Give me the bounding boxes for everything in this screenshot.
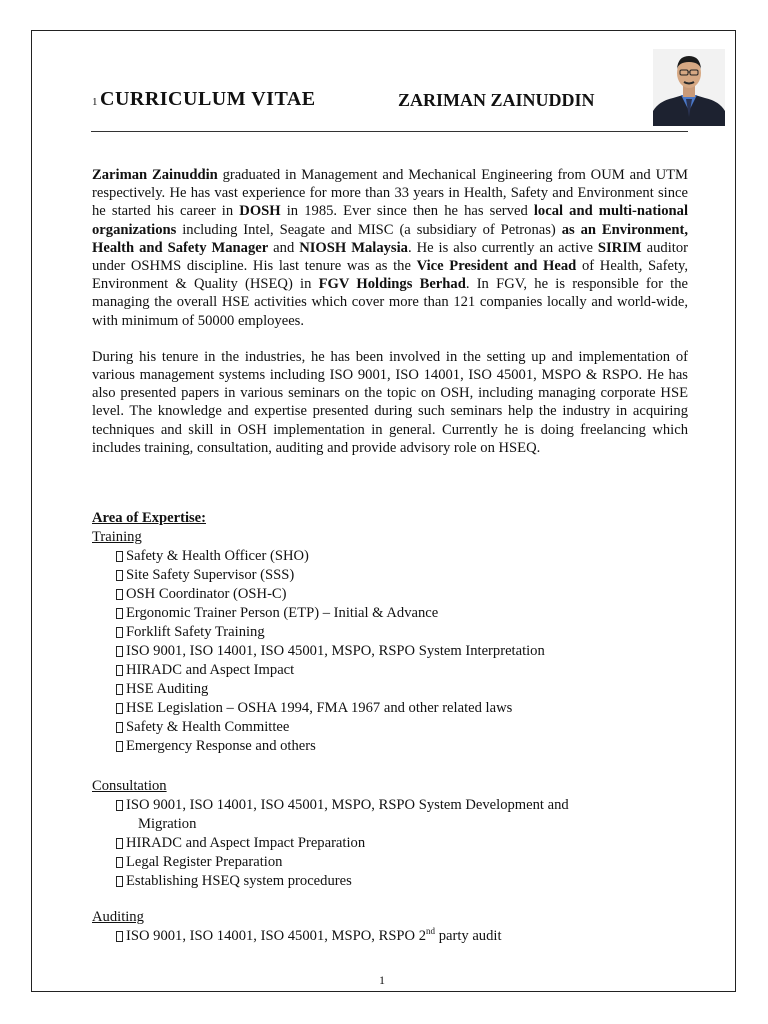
list-item	[116, 680, 545, 699]
checkbox-bullet-icon	[116, 703, 123, 714]
document-title: CURRICULUM VITAE	[100, 88, 316, 110]
checkbox-bullet-icon	[116, 589, 123, 600]
summary-paragraph-2: During his tenure in the industries, he has been involved in the setting up and implementation of various management systems including ISO 9001, ISO 14001, ISO 45001, MSPO & RSPO. He has also presented papers in various seminars on the topic on OSH, including managing corporate HSE level. The knowledge and expertise presented during such seminars help the industry in acquiring techniques and skill in OSH implementation in general. Currently he is doing freelancing which includes training, consultation, auditing and provide advisory role on HSEQ.	[92, 348, 688, 456]
bold-text: NIOSH Malaysia	[299, 239, 408, 256]
person-name: ZARIMAN ZAINUDDIN	[398, 90, 595, 110]
training-list	[92, 547, 545, 756]
checkbox-bullet-icon	[116, 931, 123, 942]
list-item-text: HIRADC and Aspect Impact Preparation	[126, 835, 366, 851]
list-item	[116, 566, 545, 585]
bold-text: as an Environment, Health and Safety Manager	[92, 221, 688, 256]
checkbox-bullet-icon	[116, 876, 123, 887]
list-item-continuation: Migration	[138, 816, 197, 832]
auditing-section	[92, 908, 502, 946]
auditing-heading: Auditing	[92, 909, 144, 925]
footnote-marker: 1	[92, 96, 98, 108]
list-item-text: HSE Auditing	[126, 681, 209, 697]
list-item	[116, 718, 545, 737]
list-item: ISO 9001, ISO 14001, ISO 45001, MSPO, RSPO 2nd party audit	[116, 927, 502, 946]
checkbox-bullet-icon	[116, 684, 123, 695]
text-run: auditor under OSHMS discipline. His last tenure was as the	[92, 239, 688, 275]
list-item	[116, 699, 545, 718]
checkbox-bullet-icon	[116, 646, 123, 657]
list-item-text: Ergonomic Trainer Person (ETP) – Initial & Advance	[126, 605, 439, 621]
summary-paragraph-1	[92, 166, 688, 330]
list-item	[116, 623, 545, 642]
list-item-text: Safety & Health Officer (SHO)	[126, 548, 309, 564]
page-number: 1	[379, 973, 385, 987]
header-divider	[91, 131, 688, 132]
list-item-text: Safety & Health Committee	[126, 719, 290, 735]
text-run: . He is also currently an active	[407, 239, 598, 256]
expertise-section	[92, 509, 545, 756]
list-item	[116, 853, 569, 872]
checkbox-bullet-icon	[116, 627, 123, 638]
cv-header	[92, 88, 692, 118]
list-item	[116, 737, 545, 756]
list-item	[116, 547, 545, 566]
text-run: . In FGV, he is responsible for the managing the overall HSE activities which cover more than 121 companies locally and world-wide, with minimum of 50000 employees.	[92, 276, 688, 329]
list-item-text: ISO 9001, ISO 14001, ISO 45001, MSPO, RSPO System Development and	[126, 797, 569, 813]
text-run: including Intel, Seagate and MISC (a subsidiary of Petronas)	[176, 221, 562, 238]
list-item-text: HSE Legislation – OSHA 1994, FMA 1967 and other related laws	[126, 700, 513, 716]
list-item	[116, 796, 569, 834]
list-item	[116, 872, 569, 891]
auditing-list	[92, 927, 502, 946]
expertise-heading: Area of Expertise:	[92, 510, 207, 526]
checkbox-bullet-icon	[116, 665, 123, 676]
list-item	[116, 604, 545, 623]
list-item-text: ISO 9001, ISO 14001, ISO 45001, MSPO, RSPO System Interpretation	[126, 643, 545, 659]
checkbox-bullet-icon	[116, 838, 123, 849]
bold-text: Zariman Zainuddin	[92, 167, 218, 183]
checkbox-bullet-icon	[116, 722, 123, 733]
consultation-heading: Consultation	[92, 778, 167, 794]
checkbox-bullet-icon	[116, 570, 123, 581]
bold-text: DOSH	[239, 203, 281, 220]
list-item-text: HIRADC and Aspect Impact	[126, 662, 295, 678]
list-item-text: Emergency Response and others	[126, 738, 316, 754]
list-item-text: Legal Register Preparation	[126, 854, 283, 870]
portrait-image	[653, 49, 725, 126]
summary	[92, 166, 688, 457]
checkbox-bullet-icon	[116, 551, 123, 562]
list-item	[116, 834, 569, 853]
list-item	[116, 642, 545, 661]
list-item-text: OSH Coordinator (OSH-C)	[126, 586, 287, 602]
bold-text: SIRIM	[597, 239, 642, 256]
text-run: graduated in Management and Mechanical Engineering from OUM and UTM respectively. He has vast experience for more than 33 years in Health, Safety and Environment since he started his career in	[92, 167, 689, 220]
list-item-text: Site Safety Supervisor (SSS)	[126, 567, 295, 583]
training-heading: Training	[92, 529, 142, 545]
checkbox-bullet-icon	[116, 741, 123, 752]
text-run: in 1985. Ever since then he has served	[280, 203, 534, 220]
bold-text: FGV Holdings Berhad	[318, 276, 466, 293]
profile-photo	[653, 49, 725, 126]
consultation-list	[92, 796, 569, 891]
checkbox-bullet-icon	[116, 608, 123, 619]
list-item-text: Establishing HSEQ system procedures	[126, 873, 352, 889]
bold-text: local and multi-national organizations	[92, 203, 688, 238]
list-item	[116, 585, 545, 604]
text-run: of Health, Safety, Environment & Quality (HSEQ) in	[92, 258, 689, 293]
list-item	[116, 661, 545, 680]
checkbox-bullet-icon	[116, 800, 123, 811]
checkbox-bullet-icon	[116, 857, 123, 868]
text-run: and	[268, 239, 300, 256]
bold-text: Vice President and Head	[416, 258, 577, 275]
list-item-text: Forklift Safety Training	[126, 624, 265, 640]
consultation-section	[92, 777, 569, 891]
